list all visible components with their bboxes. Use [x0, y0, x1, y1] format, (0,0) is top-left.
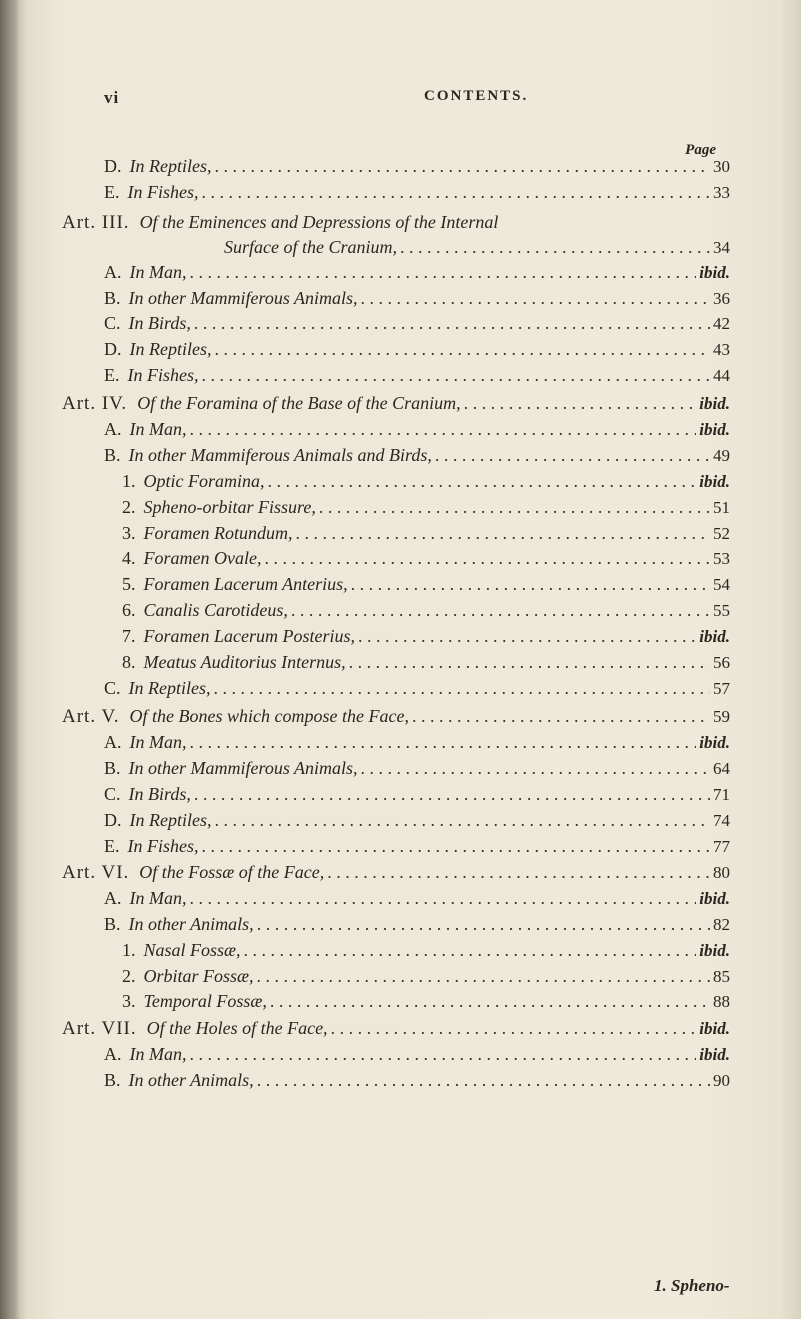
toc-entry-text: In Man, — [129, 888, 187, 908]
dot-leader — [268, 469, 697, 493]
toc-entry-label: D. — [104, 156, 122, 176]
toc-entry-label: A. — [104, 419, 122, 439]
toc-entry-text: Of the Foramina of the Base of the Cranium, — [137, 393, 461, 413]
dot-leader — [257, 964, 710, 988]
toc-entry-page: 54 — [713, 575, 730, 594]
toc-entry-page: 44 — [713, 366, 730, 385]
toc-entry-page: ibid. — [699, 941, 730, 960]
toc-entry-page: 56 — [713, 653, 730, 672]
toc-entry-label: B. — [104, 288, 121, 308]
toc-entry-page: 74 — [713, 811, 730, 830]
toc-entry — [104, 337, 730, 362]
toc-entry-label: 1. — [122, 940, 136, 960]
toc-entry-label: B. — [104, 1070, 121, 1090]
toc-entry-text: Orbitar Fossæ, — [143, 966, 254, 986]
toc-entry-page: 55 — [713, 601, 730, 620]
toc-entry-label: 4. — [122, 548, 136, 568]
toc-entry — [122, 938, 730, 963]
toc-entry-page: 33 — [713, 183, 730, 202]
toc-entry-text: In other Mammiferous Animals, — [128, 288, 358, 308]
toc-entry-page: 36 — [713, 289, 730, 308]
dot-leader — [361, 286, 710, 310]
toc-entry — [104, 756, 730, 781]
toc-entry-label: B. — [104, 758, 121, 778]
toc-entry-label: E. — [104, 182, 120, 202]
toc-entry-page: ibid. — [699, 733, 730, 752]
toc-entry-label: E. — [104, 365, 120, 385]
toc-entry-page: ibid. — [699, 889, 730, 908]
dot-leader — [400, 235, 710, 259]
toc-entry-text: In Man, — [129, 262, 187, 282]
toc-entry-label: 3. — [122, 523, 136, 543]
toc-entry-page: 85 — [713, 967, 730, 986]
toc-entry-label: B. — [104, 445, 121, 465]
toc-entry-text: Canalis Carotideus, — [143, 600, 288, 620]
toc-entry-text: Foramen Lacerum Anterius, — [143, 574, 348, 594]
toc-entry-text: Meatus Auditorius Internus, — [143, 652, 346, 672]
toc-entry-label: Art. IV. — [62, 393, 128, 414]
toc-article-entry — [62, 1016, 730, 1041]
dot-leader — [214, 154, 710, 178]
toc-entry-text: In Reptiles, — [129, 810, 212, 830]
toc-entry-page: 80 — [713, 863, 730, 882]
toc-entry-page: 42 — [713, 314, 730, 333]
toc-entry-page: 71 — [713, 785, 730, 804]
catchword: 1. Spheno- — [654, 1276, 730, 1295]
toc-entry — [104, 886, 730, 911]
toc-entry-label: A. — [104, 888, 122, 908]
toc-entry — [122, 572, 730, 597]
toc-entry-label: 1. — [122, 471, 136, 491]
page-number: vi — [104, 88, 120, 107]
toc-entry-text: In Reptiles, — [128, 678, 211, 698]
toc-entry-page: 64 — [713, 759, 730, 778]
dot-leader — [244, 938, 697, 962]
dot-leader — [412, 704, 710, 728]
toc-entry — [104, 834, 730, 859]
dot-leader — [214, 676, 711, 700]
toc-entry-label: 2. — [122, 966, 136, 986]
toc-entry-label: A. — [104, 732, 122, 752]
toc-entry-label: E. — [104, 836, 120, 856]
toc-entry-page: 82 — [713, 915, 730, 934]
toc-entry — [122, 624, 730, 649]
dot-leader — [291, 598, 710, 622]
toc-entry-label: 2. — [122, 497, 136, 517]
toc-entry-text: In Fishes, — [127, 182, 199, 202]
toc-entry-text: Of the Holes of the Face, — [146, 1018, 328, 1038]
dot-leader — [351, 572, 710, 596]
toc-entry-text: Nasal Fossæ, — [143, 940, 241, 960]
toc-entry — [104, 443, 730, 468]
toc-entry — [122, 989, 730, 1014]
dot-leader — [190, 1042, 697, 1066]
toc-entry — [104, 154, 730, 179]
toc-entry-label: A. — [104, 1044, 122, 1064]
dot-leader — [358, 624, 696, 648]
toc-entry — [104, 782, 730, 807]
toc-article-entry — [62, 210, 730, 235]
toc-entry-label: Art. VI. — [62, 862, 130, 883]
toc-entry-page: 90 — [713, 1071, 730, 1090]
dot-leader — [202, 180, 711, 204]
dot-leader — [194, 311, 710, 335]
toc-entry-page: 53 — [713, 549, 730, 568]
toc-entry-page: 77 — [713, 837, 730, 856]
toc-article-entry — [62, 704, 730, 729]
toc-entry — [104, 676, 730, 701]
toc-entry-text: In other Animals, — [128, 1070, 254, 1090]
dot-leader — [214, 808, 710, 832]
toc-entry-label: 5. — [122, 574, 136, 594]
toc-entry-text: In Reptiles, — [129, 156, 212, 176]
toc-entry-text: Of the Eminences and Depressions of the Internal — [139, 212, 499, 232]
toc-entry — [104, 730, 730, 755]
toc-entry — [122, 469, 730, 494]
toc-entry — [104, 1068, 730, 1093]
toc-entry — [122, 598, 730, 623]
toc-entry-text: Surface of the Cranium, — [224, 237, 397, 257]
dot-leader — [295, 521, 710, 545]
toc-entry-label: Art. III. — [62, 212, 130, 233]
toc-entry-page: 51 — [713, 498, 730, 517]
toc-entry-page: ibid. — [699, 1045, 730, 1064]
toc-entry-page: ibid. — [699, 627, 730, 646]
toc-entry-label: Art. VII. — [62, 1018, 137, 1039]
dot-leader — [190, 260, 697, 284]
toc-entry-text: Of the Bones which compose the Face, — [129, 706, 409, 726]
toc-entry-page: ibid. — [699, 263, 730, 282]
toc-entry-label: C. — [104, 678, 121, 698]
toc-entry — [122, 546, 730, 571]
toc-entry — [122, 495, 730, 520]
dot-leader — [257, 1068, 710, 1092]
toc-entry-label: C. — [104, 313, 121, 333]
page-column-label: Page — [685, 142, 716, 158]
toc-entry-text: In Man, — [129, 1044, 187, 1064]
toc-entry-text: In Birds, — [128, 784, 191, 804]
toc-entry-page: ibid. — [699, 472, 730, 491]
toc-entry-page: 59 — [713, 707, 730, 726]
toc-entry-label: D. — [104, 810, 122, 830]
dot-leader — [190, 417, 697, 441]
toc-entry — [104, 1042, 730, 1067]
toc-entry-text: In Man, — [129, 419, 187, 439]
toc-entry — [104, 808, 730, 833]
running-header — [104, 88, 744, 114]
toc-entry-label: D. — [104, 339, 122, 359]
toc-entry-page: 52 — [713, 524, 730, 543]
toc-entry-page: ibid. — [699, 420, 730, 439]
toc-entry-text: Of the Fossæ of the Face, — [139, 862, 325, 882]
toc-entry — [104, 260, 730, 285]
toc-entry-text: In Fishes, — [127, 836, 199, 856]
toc-entry-text: In Man, — [129, 732, 187, 752]
toc-entry-text: Foramen Lacerum Posterius, — [143, 626, 355, 646]
dot-leader — [202, 363, 711, 387]
toc-entry-label: 7. — [122, 626, 136, 646]
dot-leader — [361, 756, 710, 780]
toc-entry-text: In other Mammiferous Animals, — [128, 758, 358, 778]
toc-entry — [224, 235, 730, 260]
dot-leader — [257, 912, 710, 936]
dot-leader — [214, 337, 710, 361]
toc-entry-page: 49 — [713, 446, 730, 465]
toc-entry — [104, 286, 730, 311]
toc-entry-page: ibid. — [699, 394, 730, 413]
dot-leader — [264, 546, 710, 570]
toc-entry-label: Art. V. — [62, 706, 120, 727]
toc-entry-label: B. — [104, 914, 121, 934]
toc-entry-label: C. — [104, 784, 121, 804]
dot-leader — [270, 989, 710, 1013]
dot-leader — [319, 495, 710, 519]
page-binding-shadow — [0, 0, 20, 1319]
dot-leader — [190, 886, 697, 910]
toc-article-entry — [62, 860, 730, 885]
toc-entry-text: In other Animals, — [128, 914, 254, 934]
dot-leader — [190, 730, 697, 754]
toc-entry — [104, 363, 730, 388]
dot-leader — [327, 860, 710, 884]
toc-entry-page: 34 — [713, 238, 730, 257]
toc-entry-page: 30 — [713, 157, 730, 176]
dot-leader — [464, 391, 697, 415]
toc-entry — [104, 417, 730, 442]
toc-article-entry — [62, 391, 730, 416]
toc-entry-page: 43 — [713, 340, 730, 359]
dot-leader — [202, 834, 711, 858]
toc-entry-page: 88 — [713, 992, 730, 1011]
toc-entry — [122, 964, 730, 989]
toc-entry-page: ibid. — [699, 1019, 730, 1038]
dot-leader — [194, 782, 710, 806]
toc-entry-text: In Fishes, — [127, 365, 199, 385]
toc-entry-label: 6. — [122, 600, 136, 620]
toc-entry-text: Optic Foramina, — [143, 471, 265, 491]
dot-leader — [331, 1016, 697, 1040]
dot-leader — [349, 650, 710, 674]
toc-entry-text: In other Mammiferous Animals and Birds, — [128, 445, 432, 465]
toc-entry-text: In Reptiles, — [129, 339, 212, 359]
toc-entry-text: In Birds, — [128, 313, 191, 333]
toc-entry-text: Foramen Rotundum, — [143, 523, 293, 543]
toc-entry-label: 3. — [122, 991, 136, 1011]
toc-entry — [122, 650, 730, 675]
page-title: CONTENTS. — [424, 88, 529, 104]
toc-entry — [104, 180, 730, 205]
toc-entry-text: Foramen Ovale, — [143, 548, 262, 568]
dot-leader — [435, 443, 710, 467]
toc-entry-label: A. — [104, 262, 122, 282]
toc-entry-label: 8. — [122, 652, 136, 672]
toc-entry — [104, 311, 730, 336]
toc-entry-text: Temporal Fossæ, — [143, 991, 267, 1011]
toc-entry — [122, 521, 730, 546]
toc-entry — [104, 912, 730, 937]
toc-entry-page: 57 — [713, 679, 730, 698]
toc-entry-text: Spheno-orbitar Fissure, — [143, 497, 316, 517]
